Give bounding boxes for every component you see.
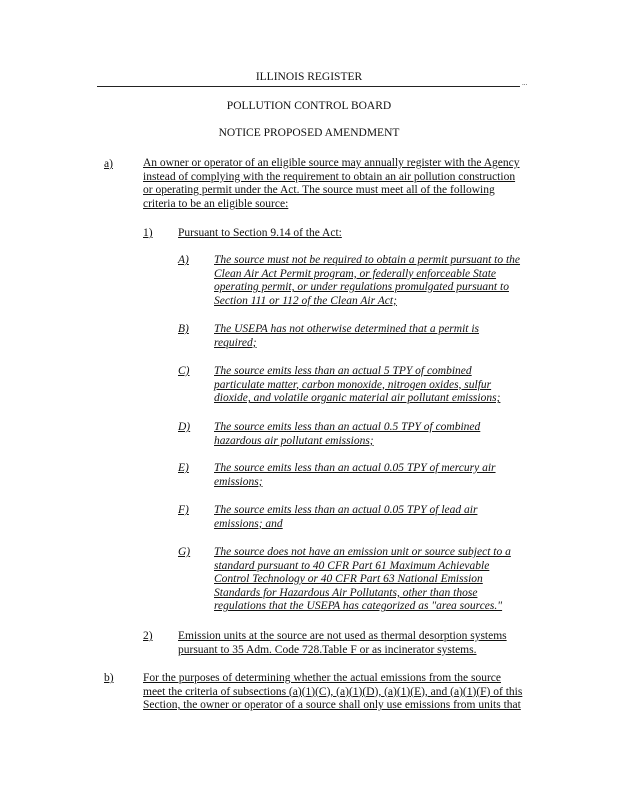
board-title: POLLUTION CONTROL BOARD (226, 100, 392, 112)
text-line: particulate matter, carbon monoxide, nitrogen oxides, sulfur (214, 378, 492, 391)
text-line: required; (214, 336, 257, 349)
text-line: instead of complying with the requirement to obtain an air pollution construction (143, 170, 516, 183)
page-number: ... (522, 79, 528, 87)
section-a-label: a) (104, 158, 113, 170)
text-line: The source emits less than an actual 5 TPY of combined (214, 365, 472, 377)
text-line: The source does not have an emission unit or source subject to a (214, 546, 511, 558)
register-title: ILLINOIS REGISTER (255, 71, 363, 83)
section-b-label: b) (104, 672, 114, 684)
text-line: The source emits less than an actual 0.05 TPY of mercury air (214, 462, 496, 474)
text-line: The source emits less than an actual 0.05 TPY of lead air (214, 504, 478, 516)
text-line: operating permit, or under regulations promulgated pursuant to (214, 281, 509, 294)
notice-title: NOTICE PROPOSED AMENDMENT (218, 127, 400, 139)
item-1-text: Pursuant to Section 9.14 of the Act: (178, 227, 342, 239)
text-line: The USEPA has not otherwise determined that a permit is (214, 323, 480, 335)
text-line: hazardous air pollutant emissions; (214, 434, 374, 447)
text-line: meet the criteria of subsections (a)(1)(C), (a)(1)(D), (a)(1)(E), and (a)(1)(F) of this (143, 685, 523, 698)
subitem-e-label: E) (178, 462, 189, 474)
subitem-d-text (214, 421, 480, 448)
item-1-label: 1) (143, 227, 153, 239)
text-line: pursuant to 35 Adm. Code 728.Table F or as incinerator systems. (178, 643, 477, 656)
text-line: regulations that the USEPA has categorized as "area sources." (214, 600, 503, 613)
section-a-text (143, 157, 520, 211)
text-line: emissions; and (214, 517, 283, 530)
text-line: For the purposes of determining whether the actual emissions from the source (143, 672, 502, 684)
subitem-d-label: D) (178, 421, 191, 433)
text-line: standard pursuant to 40 CFR Part 61 Maximum Achievable (214, 559, 490, 572)
header-rule (97, 86, 520, 87)
text-line: criteria to be an eligible source: (143, 197, 289, 210)
section-b-text (143, 672, 522, 713)
text-line: or operating permit under the Act. The source must meet all of the following (143, 184, 495, 197)
subitem-g-text (214, 546, 511, 614)
subitem-c-text (214, 365, 500, 406)
text-line: dioxide, and volatile organic material air pollutant emissions; (214, 392, 501, 405)
subitem-f-label: F) (178, 504, 189, 516)
subitem-a-label: A) (178, 254, 189, 266)
item-2-text (178, 630, 507, 657)
text-line: Standards for Hazardous Air Pollutants, other than those (214, 586, 478, 599)
subitem-e-text (214, 462, 496, 489)
text-line: The source must not be required to obtain a permit pursuant to the (214, 254, 521, 266)
text-line: An owner or operator of an eligible source may annually register with the Agency (143, 157, 520, 169)
text-line: The source emits less than an actual 0.5 TPY of combined (214, 421, 481, 433)
subitem-c-label: C) (178, 365, 190, 377)
text-line: Clean Air Act Permit program, or federally enforceable State (214, 267, 497, 280)
text-line: Section, the owner or operator of a source shall only use emissions from units that (143, 699, 521, 712)
text-line: emissions; (214, 475, 263, 488)
text-line: Control Technology or 40 CFR Part 63 National Emission (214, 573, 483, 586)
text-line: Section 111 or 112 of the Clean Air Act; (214, 294, 397, 307)
subitem-a-text (214, 254, 520, 308)
text-line: Emission units at the source are not used as thermal desorption systems (178, 630, 507, 642)
subitem-b-text (214, 323, 479, 350)
item-2-label: 2) (143, 630, 153, 642)
subitem-b-label: B) (178, 323, 189, 335)
subitem-f-text (214, 504, 477, 531)
subitem-g-label: G) (178, 546, 191, 558)
